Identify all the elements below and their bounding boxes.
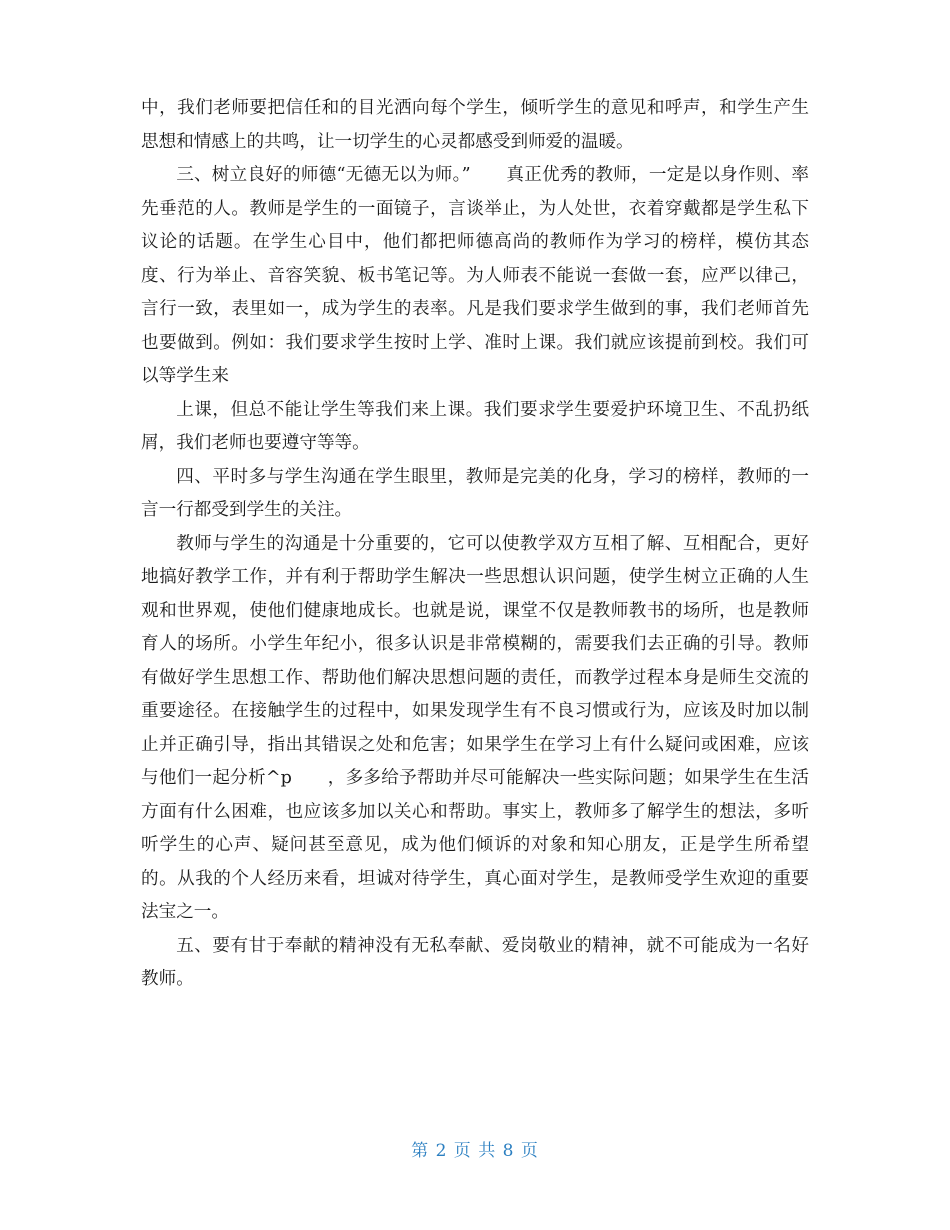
paragraph-1: 中，我们老师要把信任和的目光洒向每个学生，倾听学生的意见和呼声，和学生产生思想和情感上的共鸣，让一切学生的心灵都感受到师爱的温暖。 <box>141 98 809 152</box>
paragraph-4: 四、平时多与学生沟通在学生眼里，教师是完美的化身，学习的榜样，教师的一言一行都受到学生的关注。 <box>141 466 809 520</box>
paragraph-3: 上课，但总不能让学生等我们来上课。我们要求学生要爱护环境卫生、不乱扔纸屑，我们老师也要遵守等等。 <box>141 399 809 453</box>
paragraph-6: 五、要有甘于奉献的精神没有无私奉献、爱岗敬业的精神，就不可能成为一名好教师。 <box>141 935 809 989</box>
page-number-footer: 第 2 页 共 8 页 <box>411 1141 539 1161</box>
paragraph-5: 教师与学生的沟通是十分重要的，它可以使教学双方互相了解、互相配合，更好地搞好教学工作，并有利于帮助学生解决一些思想认识问题，使学生树立正确的人生观和世界观，使他们健康地成长。也就是说，课堂不仅是教师教书的场所，也是教师育人的场所。小学生年纪小，很多认识是非常模糊的，需要我们去正确的引导。教师有做好学生思想工作、帮助他们解决思想问题的责任，而教学过程本身是师生交流的重要途径。在接触学生的过程中，如果发现学生有不良习惯或行为，应该及时加以制止并正确引导，指出其错误之处和危害；如果学生在学习上有什么疑问或困难，应该与他们一起分析^p ，多多给予帮助并尽可能解决一些实际问题；如果学生在生活方面有什么困难，也应该多加以关心和帮助。事实上，教师多了解学生的想法，多听听学生的心声、疑问甚至意见，成为他们倾诉的对象和知心朋友，正是学生所希望的。从我的个人经历来看，坦诚对待学生，真心面对学生，是教师受学生欢迎的重要法宝之一。 <box>141 533 809 922</box>
document-body <box>141 92 809 997</box>
paragraph-2: 三、树立良好的师德“无德无以为师。” 真正优秀的教师，一定是以身作则、率先垂范的人。教师是学生的一面镜子，言谈举止，为人处世，衣着穿戴都是学生私下议论的话题。在学生心目中，他们都把师德高尚的教师作为学习的榜样，模仿其态度、行为举止、音容笑貌、板书笔记等。为人师表不能说一套做一套，应严以律己，言行一致，表里如一，成为学生的表率。凡是我们要求学生做到的事，我们老师首先也要做到。例如：我们要求学生按时上学、准时上课。我们就应该提前到校。我们可以等学生来 <box>141 165 809 386</box>
